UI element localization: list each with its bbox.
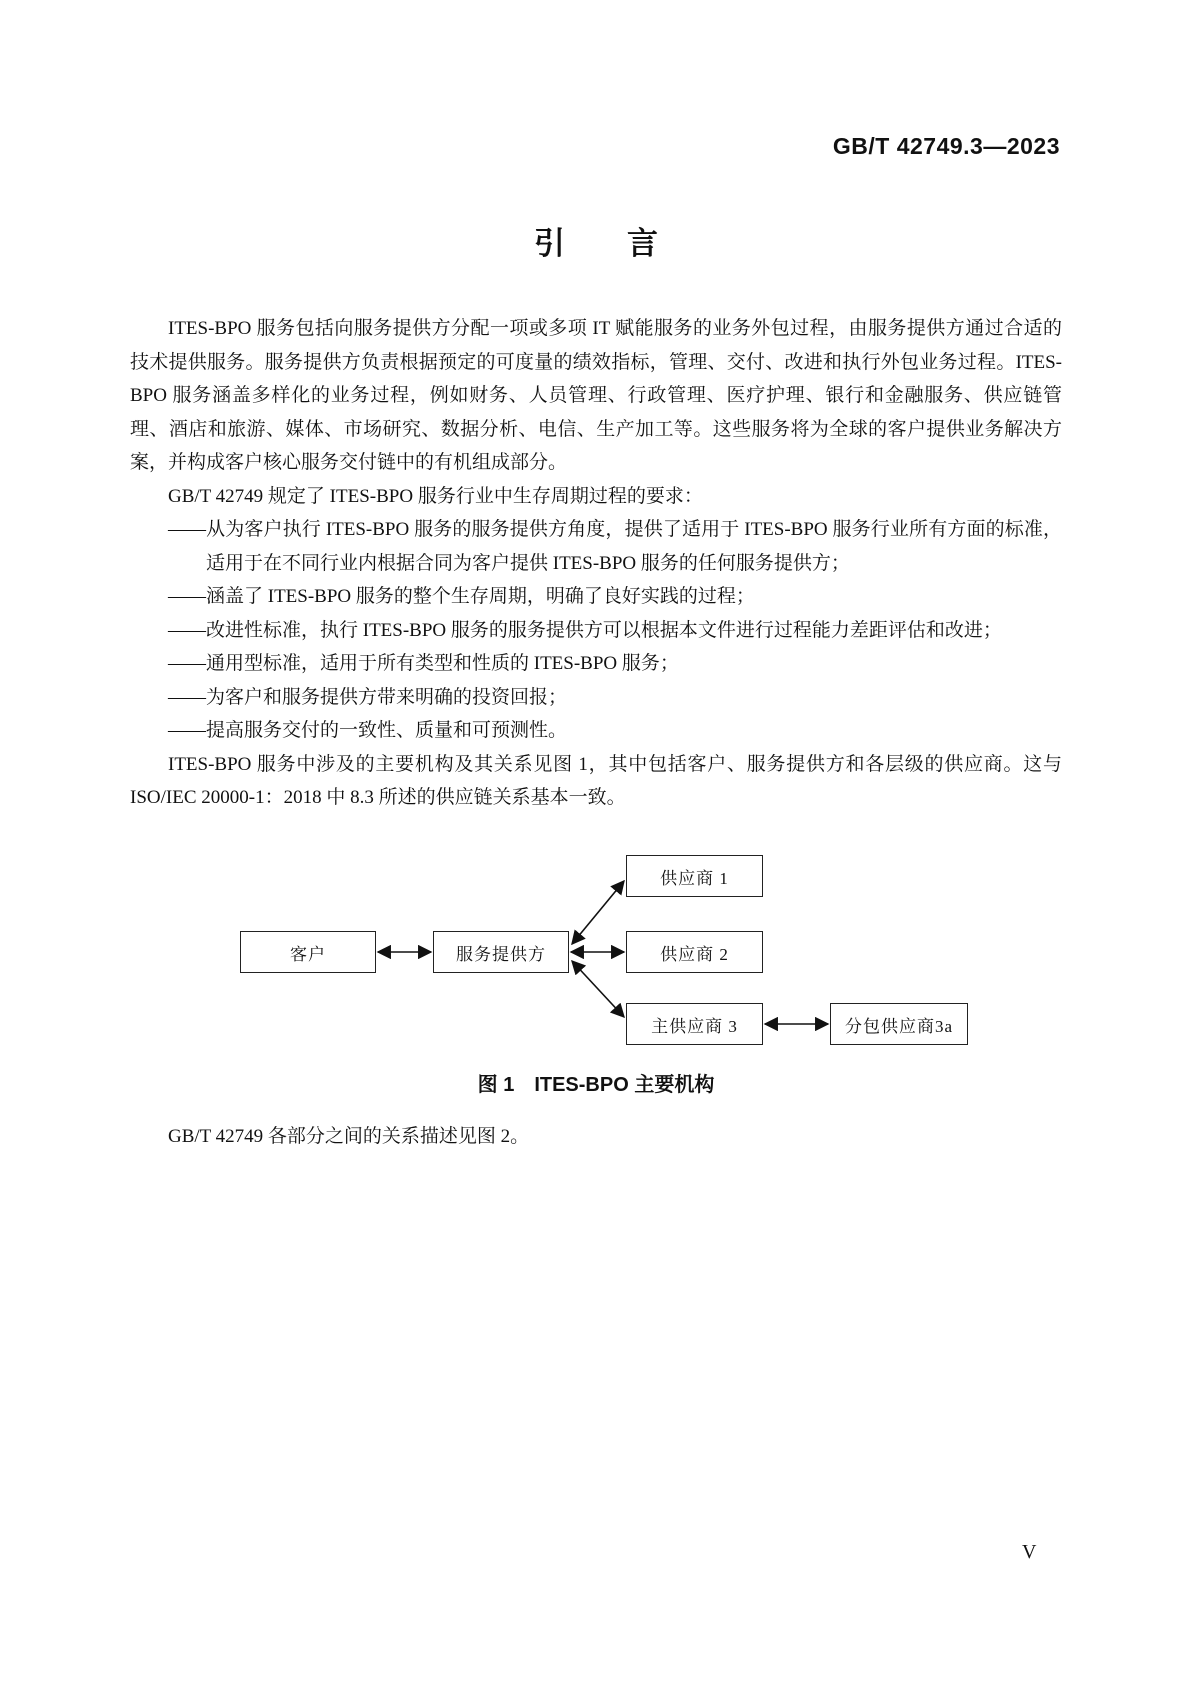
list-item: ——提高服务交付的一致性、质量和可预测性。 bbox=[168, 720, 568, 741]
page-number: V bbox=[1022, 1541, 1037, 1563]
paragraph: GB/T 42749 规定了 ITES-BPO 服务行业中生存周期过程的要求： bbox=[168, 485, 703, 507]
diagram-box-main-supplier-3: 主供应商 3 bbox=[626, 1003, 763, 1045]
paragraph: GB/T 42749 各部分之间的关系描述见图 2。 bbox=[168, 1126, 530, 1147]
list-item: ——通用型标准，适用于所有类型和性质的 ITES-BPO 服务； bbox=[168, 653, 679, 674]
figure-caption: 图 1 ITES-BPO 主要机构 bbox=[477, 1074, 715, 1096]
standard-number: GB/T 42749.3—2023 bbox=[832, 133, 1060, 159]
diagram-box-service-provider: 服务提供方 bbox=[433, 931, 569, 973]
diagram-box-supplier-1: 供应商 1 bbox=[626, 855, 763, 897]
list-item: ——涵盖了 ITES-BPO 服务的整个生存周期，明确了良好实践的过程； bbox=[168, 586, 755, 607]
dash-list bbox=[130, 513, 1062, 748]
page-title: 引 言 bbox=[534, 226, 658, 261]
list-item: ——改进性标准，执行 ITES-BPO 服务的服务提供方可以根据本文件进行过程能力差距评估和改进； bbox=[168, 619, 1002, 641]
diagram-box-subcontract-supplier-3a: 分包供应商3a bbox=[830, 1003, 968, 1045]
intro-body bbox=[130, 312, 1062, 815]
paragraph: ITES-BPO 服务中涉及的主要机构及其关系见图 1，其中包括客户、服务提供方和各层级的供应商。这与 ISO/IEC 20000-1：2018 中 8.3 所述的供应链关系基本一致。 bbox=[130, 753, 1062, 808]
diagram-box-supplier-2: 供应商 2 bbox=[626, 931, 763, 973]
diagram-arrows-graphic bbox=[200, 840, 1000, 1070]
list-item: ——从为客户执行 ITES-BPO 服务的服务提供方角度，提供了适用于 ITES-BPO 服务行业所有方面的标准，适用于在不同行业内根据合同为客户提供 ITES-BPO 服务的任何服务提供方； bbox=[168, 519, 1062, 574]
diagram-box-customer: 客户 bbox=[240, 931, 376, 973]
list-item: ——为客户和服务提供方带来明确的投资回报； bbox=[168, 686, 568, 708]
paragraph: ITES-BPO 服务包括向服务提供方分配一项或多项 IT 赋能服务的业务外包过程，由服务提供方通过合适的技术提供服务。服务提供方负责根据预定的可度量的绩效指标，管理、交付、改进和执行外包业务过程。ITES-BPO 服务涵盖多样化的业务过程，例如财务、人员管理、行政管理、医疗护理、银行和金融服务、供应链管理、酒店和旅游、媒体、市场研究、数据分析、电信、生产加工等。这些服务将为全球的客户提供业务解决方案，并构成客户核心服务交付链中的有机组成部分。 bbox=[130, 318, 1062, 473]
